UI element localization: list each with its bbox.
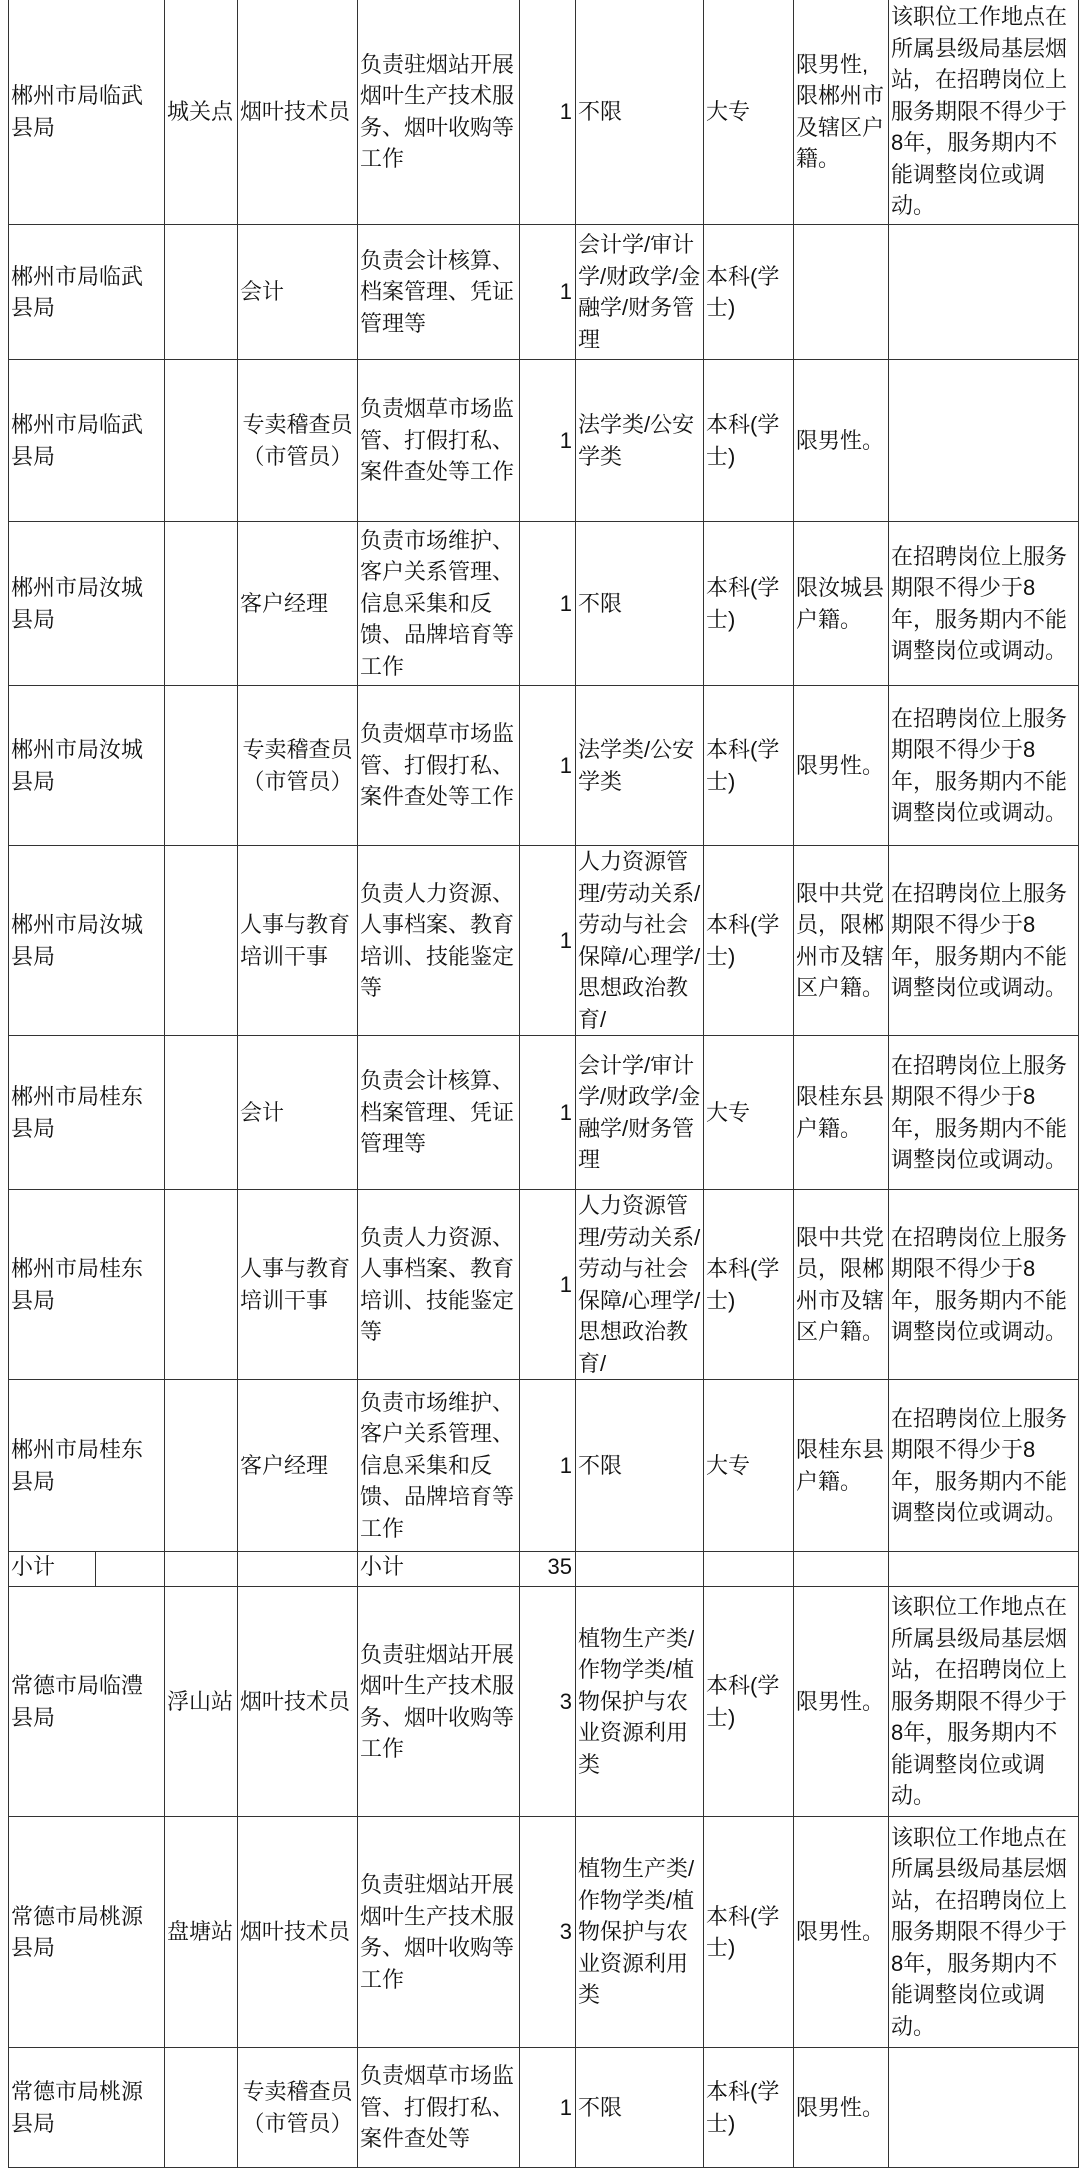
cell-post: 会计 bbox=[238, 1036, 358, 1190]
cell-edu: 本科(学士) bbox=[704, 846, 794, 1036]
cell-edu: 本科(学士) bbox=[704, 686, 794, 846]
cell-major: 法学类/公安学类 bbox=[576, 686, 704, 846]
cell-duty: 负责会计核算、档案管理、凭证管理等 bbox=[358, 1036, 520, 1190]
table-row bbox=[9, 686, 1079, 846]
cell-edu: 大专 bbox=[704, 0, 794, 225]
cell-edu: 大专 bbox=[704, 1036, 794, 1190]
cell-count: 1 bbox=[520, 686, 576, 846]
cell-unit: 郴州市局桂东县局 bbox=[9, 1036, 165, 1190]
cell-note: 在招聘岗位上服务期限不得少于8年，服务期内不能调整岗位或调动。 bbox=[889, 846, 1079, 1036]
cell-req: 限男性,限郴州市及辖区户籍。 bbox=[794, 0, 889, 225]
cell-unit: 常德市局桃源县局 bbox=[9, 2048, 165, 2168]
table-row bbox=[9, 1380, 1079, 1552]
cell-count: 1 bbox=[520, 1036, 576, 1190]
cell-site bbox=[165, 846, 238, 1036]
cell-req: 限男性。 bbox=[794, 2048, 889, 2168]
cell-unit: 常德市局临澧县局 bbox=[9, 1587, 165, 1817]
cell-duty: 负责市场维护、客户关系管理、信息采集和反馈、品牌培育等工作 bbox=[358, 522, 520, 686]
cell-note bbox=[889, 2048, 1079, 2168]
cell-post: 客户经理 bbox=[238, 522, 358, 686]
cell-post: 客户经理 bbox=[238, 1380, 358, 1552]
table-row bbox=[9, 846, 1079, 1036]
cell-note: 该职位工作地点在所属县级局基层烟站，在招聘岗位上服务期限不得少于8年，服务期内不能调整岗位或调动。 bbox=[889, 1817, 1079, 2048]
cell-note: 在招聘岗位上服务期限不得少于8年，服务期内不能调整岗位或调动。 bbox=[889, 1190, 1079, 1380]
cell-edu: 本科(学士) bbox=[704, 1587, 794, 1817]
cell-post: 人事与教育培训干事 bbox=[238, 846, 358, 1036]
cell-note: 在招聘岗位上服务期限不得少于8年，服务期内不能调整岗位或调动。 bbox=[889, 1036, 1079, 1190]
cell-unit: 郴州市局汝城县局 bbox=[9, 846, 165, 1036]
cell-post: 烟叶技术员 bbox=[238, 1817, 358, 2048]
cell-req: 限男性。 bbox=[794, 1587, 889, 1817]
cell-post: 烟叶技术员 bbox=[238, 1587, 358, 1817]
cell-count: 3 bbox=[520, 1817, 576, 2048]
cell-duty: 负责驻烟站开展烟叶生产技术服务、烟叶收购等工作 bbox=[358, 1587, 520, 1817]
cell-site bbox=[165, 1190, 238, 1380]
cell-post: 专卖稽查员（市管员） bbox=[238, 686, 358, 846]
cell-post: 专卖稽查员（市管员） bbox=[238, 360, 358, 522]
cell-post: 会计 bbox=[238, 225, 358, 360]
cell-count: 1 bbox=[520, 1380, 576, 1552]
cell-major: 人力资源管理/劳动关系/劳动与社会保障/心理学/思想政治教育/ bbox=[576, 846, 704, 1036]
table-row bbox=[9, 1190, 1079, 1380]
cell-count: 1 bbox=[520, 225, 576, 360]
cell-major: 植物生产类/作物学类/植物保护与农业资源利用类 bbox=[576, 1587, 704, 1817]
cell-count: 1 bbox=[520, 522, 576, 686]
cell-site: 城关点 bbox=[165, 0, 238, 225]
cell-note: 在招聘岗位上服务期限不得少于8年，服务期内不能调整岗位或调动。 bbox=[889, 1380, 1079, 1552]
cell-req: 限汝城县户籍。 bbox=[794, 522, 889, 686]
cell-req: 限桂东县户籍。 bbox=[794, 1380, 889, 1552]
table-row bbox=[9, 2048, 1079, 2168]
table-row bbox=[9, 225, 1079, 360]
cell-note: 在招聘岗位上服务期限不得少于8年，服务期内不能调整岗位或调动。 bbox=[889, 686, 1079, 846]
cell-note: 该职位工作地点在所属县级局基层烟站，在招聘岗位上服务期限不得少于8年，服务期内不能调整岗位或调动。 bbox=[889, 1587, 1079, 1817]
cell-duty: 负责市场维护、客户关系管理、信息采集和反馈、品牌培育等工作 bbox=[358, 1380, 520, 1552]
cell-site bbox=[165, 225, 238, 360]
cell-req: 限中共党员，限郴州市及辖区户籍。 bbox=[794, 1190, 889, 1380]
cell-unit: 郴州市局桂东县局 bbox=[9, 1380, 165, 1552]
cell-post: 烟叶技术员 bbox=[238, 0, 358, 225]
cell-req: 限男性。 bbox=[794, 686, 889, 846]
cell-edu: 本科(学士) bbox=[704, 1190, 794, 1380]
cell-req: 限男性。 bbox=[794, 360, 889, 522]
cell-count: 1 bbox=[520, 0, 576, 225]
cell-edu: 本科(学士) bbox=[704, 522, 794, 686]
cell-site bbox=[165, 1036, 238, 1190]
cell-site bbox=[165, 522, 238, 686]
cell-site: 浮山站 bbox=[165, 1587, 238, 1817]
cell-duty: 负责驻烟站开展烟叶生产技术服务、烟叶收购等工作 bbox=[358, 1817, 520, 2048]
cell-major: 会计学/审计学/财政学/金融学/财务管理 bbox=[576, 225, 704, 360]
cell-duty: 负责驻烟站开展烟叶生产技术服务、烟叶收购等工作 bbox=[358, 0, 520, 225]
subtotal-row bbox=[9, 1552, 1079, 1587]
cell-major: 会计学/审计学/财政学/金融学/财务管理 bbox=[576, 1036, 704, 1190]
cell-note bbox=[889, 225, 1079, 360]
recruitment-table bbox=[8, 0, 1079, 2168]
cell-duty: 负责烟草市场监管、打假打私、案件查处等 bbox=[358, 2048, 520, 2168]
cell-duty: 负责人力资源、人事档案、教育培训、技能鉴定等 bbox=[358, 1190, 520, 1380]
cell-site bbox=[165, 1380, 238, 1552]
cell-req: 限中共党员，限郴州市及辖区户籍。 bbox=[794, 846, 889, 1036]
cell-count: 3 bbox=[520, 1587, 576, 1817]
cell-major: 不限 bbox=[576, 2048, 704, 2168]
cell-edu: 本科(学士) bbox=[704, 1817, 794, 2048]
cell-edu: 本科(学士) bbox=[704, 360, 794, 522]
cell-unit: 郴州市局临武县局 bbox=[9, 225, 165, 360]
subtotal-label-2: 小计 bbox=[358, 1552, 520, 1587]
cell-count: 1 bbox=[520, 1190, 576, 1380]
cell-edu: 本科(学士) bbox=[704, 225, 794, 360]
cell-edu: 大专 bbox=[704, 1380, 794, 1552]
cell-duty: 负责人力资源、人事档案、教育培训、技能鉴定等 bbox=[358, 846, 520, 1036]
cell-duty: 负责烟草市场监管、打假打私、案件查处等工作 bbox=[358, 360, 520, 522]
subtotal-count: 35 bbox=[520, 1552, 576, 1587]
cell-major: 不限 bbox=[576, 522, 704, 686]
cell-req: 限男性。 bbox=[794, 1817, 889, 2048]
table-row bbox=[9, 1817, 1079, 2048]
cell-unit: 郴州市局汝城县局 bbox=[9, 686, 165, 846]
cell-req bbox=[794, 225, 889, 360]
table-row bbox=[9, 1587, 1079, 1817]
cell-post: 人事与教育培训干事 bbox=[238, 1190, 358, 1380]
table-row bbox=[9, 360, 1079, 522]
cell-site bbox=[165, 686, 238, 846]
cell-site bbox=[165, 2048, 238, 2168]
cell-unit: 郴州市局桂东县局 bbox=[9, 1190, 165, 1380]
table-row bbox=[9, 1036, 1079, 1190]
cell-major: 人力资源管理/劳动关系/劳动与社会保障/心理学/思想政治教育/ bbox=[576, 1190, 704, 1380]
cell-post: 专卖稽查员（市管员） bbox=[238, 2048, 358, 2168]
cell-duty: 负责烟草市场监管、打假打私、案件查处等工作 bbox=[358, 686, 520, 846]
cell-unit: 常德市局桃源县局 bbox=[9, 1817, 165, 2048]
table-row bbox=[9, 522, 1079, 686]
cell-unit: 郴州市局临武县局 bbox=[9, 360, 165, 522]
cell-unit: 郴州市局汝城县局 bbox=[9, 522, 165, 686]
cell-count: 1 bbox=[520, 360, 576, 522]
cell-major: 法学类/公安学类 bbox=[576, 360, 704, 522]
cell-major: 不限 bbox=[576, 1380, 704, 1552]
cell-note bbox=[889, 360, 1079, 522]
cell-note: 在招聘岗位上服务期限不得少于8年，服务期内不能调整岗位或调动。 bbox=[889, 522, 1079, 686]
cell-major: 不限 bbox=[576, 0, 704, 225]
cell-count: 1 bbox=[520, 2048, 576, 2168]
subtotal-label: 小计 bbox=[9, 1552, 96, 1586]
cell-site: 盘塘站 bbox=[165, 1817, 238, 2048]
cell-unit: 郴州市局临武县局 bbox=[9, 0, 165, 225]
cell-major: 植物生产类/作物学类/植物保护与农业资源利用类 bbox=[576, 1817, 704, 2048]
cell-edu: 本科(学士) bbox=[704, 2048, 794, 2168]
cell-note: 该职位工作地点在所属县级局基层烟站，在招聘岗位上服务期限不得少于8年，服务期内不能调整岗位或调动。 bbox=[889, 0, 1079, 225]
cell-duty: 负责会计核算、档案管理、凭证管理等 bbox=[358, 225, 520, 360]
table-row bbox=[9, 0, 1079, 225]
cell-req: 限桂东县户籍。 bbox=[794, 1036, 889, 1190]
cell-count: 1 bbox=[520, 846, 576, 1036]
cell-site bbox=[165, 360, 238, 522]
